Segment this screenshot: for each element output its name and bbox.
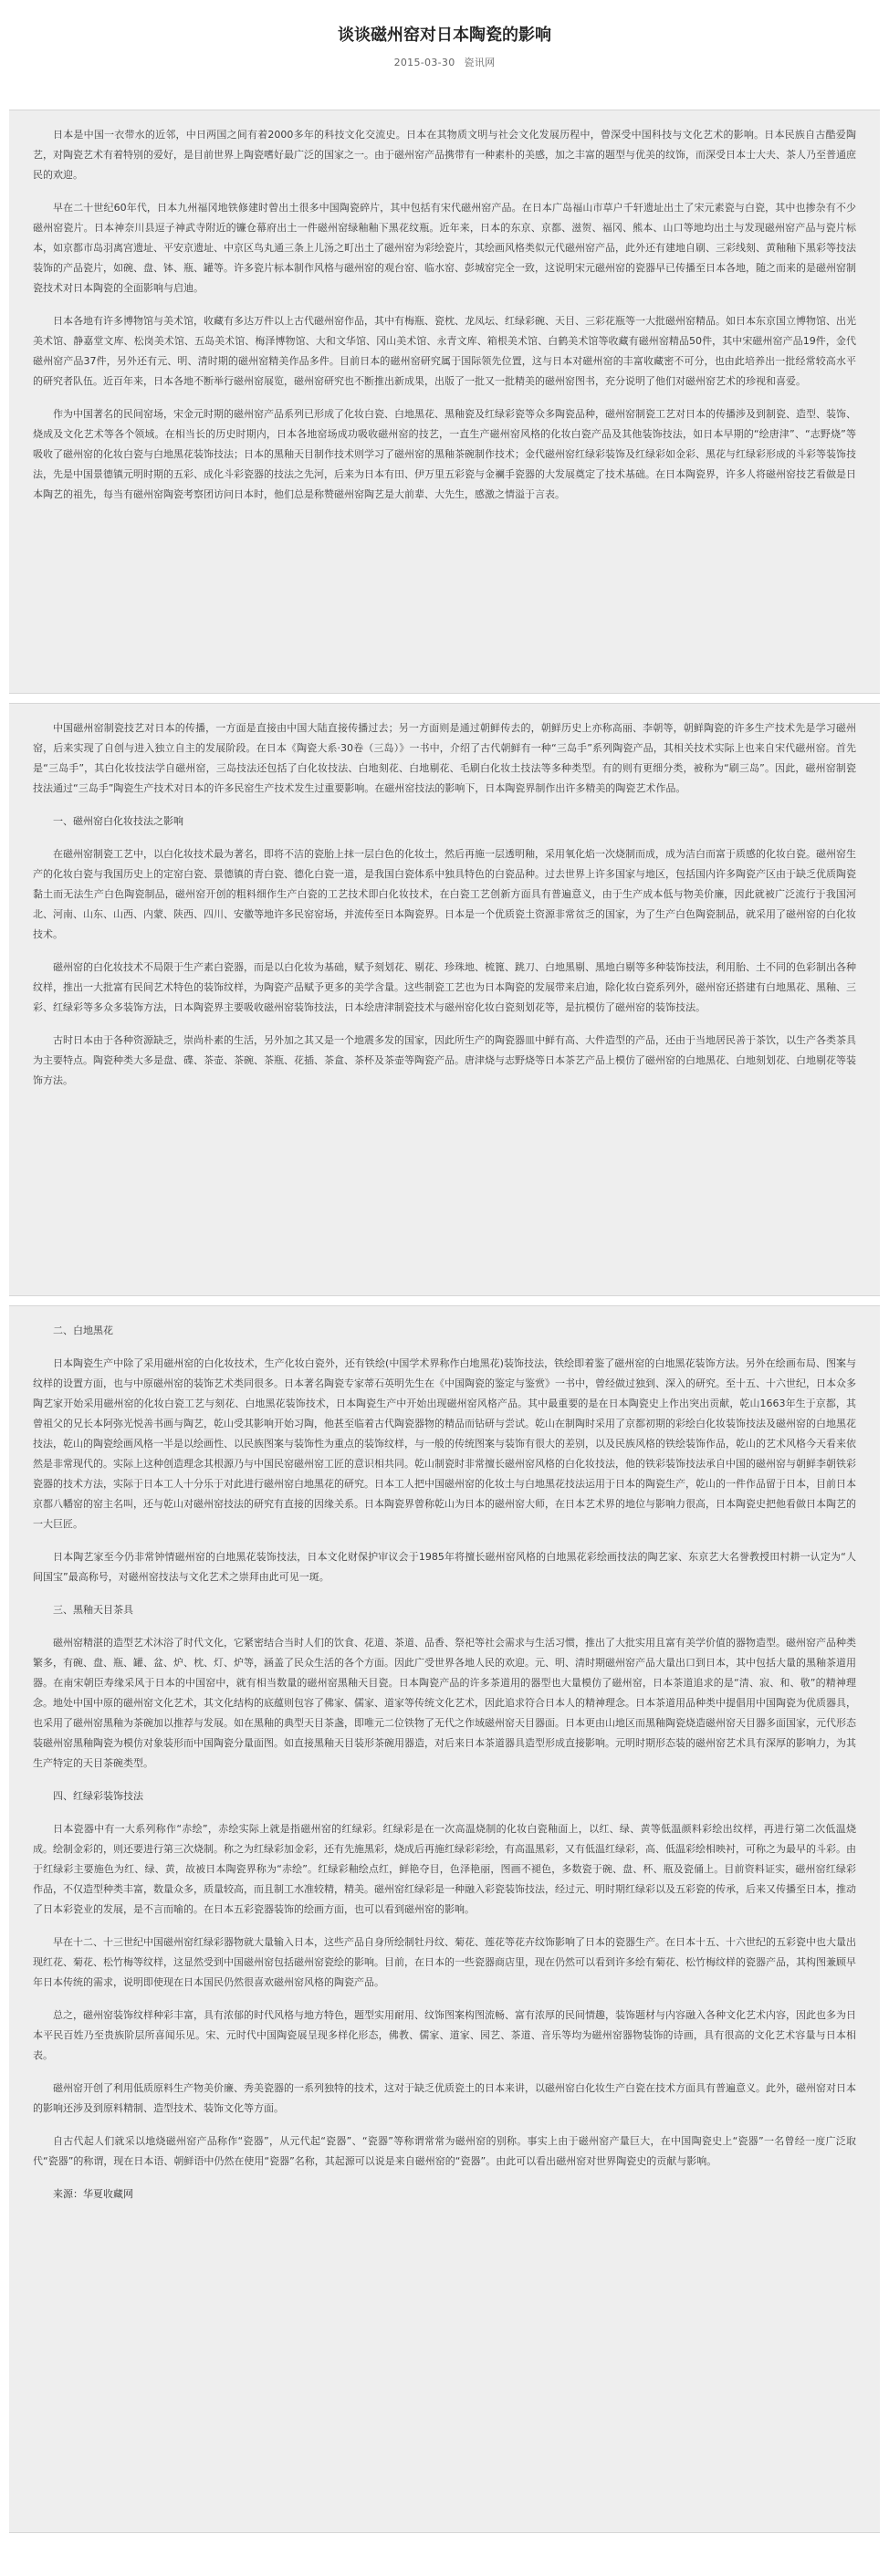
paragraph: 日本陶瓷生产中除了采用磁州窑的白化妆技术，生产化妆白瓷外，还有铁绘(中国学术界称作白地黑花)装饰技法，铁绘即着鉴了磁州窑的白地黑花装饰方法。另外在绘画布局、图案与纹样的设置方面，也与中原磁州窑的装饰艺术类同很多。日本著名陶瓷专家蒂石英明先生在《中国陶瓷的鉴定与鉴赏》一书中，曾经做过独到、深入的研究。至十五、十六世纪，日本众多陶艺家开始采用磁州窑的化妆白瓷工艺与刻花、白地黑花装饰技术，日本陶瓷生产中开始出现磁州窑风格产品。其中最重要的是在日本陶瓷史上作出突出贡献，乾山1663年生于京都，其曾祖父的兄长本阿弥光悦善书画与陶艺，乾山受其影响开始习陶，他甚至临着古代陶瓷器物的精品而钻研与尝试。乾山在制陶时采用了京都初期的彩绘白化妆装饰技法及磁州窑的白地黑花技法，乾山的陶瓷绘画风格一半是以绘画性、以民族图案与装饰性为重点的装饰纹样，与一般的传统图案与装饰有很大的差别，以及民族风格的铁绘装饰作品，乾山的艺术风格今天看来依然是非常现代的。实际上这种创造理念其根源乃与中国民窑磁州窑工匠的意识相共同。乾山制瓷时非常擅长磁州窑风格的白化妆技法，他的铁彩装饰技法承自中国的磁州窑与朝鲜李朝铁彩瓷器的技术方法，实际于日本工人十分乐于对此进行磁州窑白地黑花的研究。日本工人把中国磁州窑的化妆土与白地黑花技法运用于日本的陶瓷生产，乾山的一件作品留于日本，目前日本京都八幡窑的窑主名叫，还与乾山对磁州窑技法的研究有直接的因缘关系。日本陶瓷界曾称乾山为日本的磁州窑大师，在日本艺术界的地位与影响力很高，日本陶瓷史把他看做日本陶艺的一大巨匠。: [33, 1357, 856, 1530]
section-heading: 四、红绿彩装饰技法: [53, 1790, 143, 1802]
paragraph: 总之，磁州窑装饰纹样种彩丰富，具有浓郁的时代风格与地方特色，题型实用耐用、纹饰图案构图流畅、富有浓厚的民间情趣，装饰题材与内容融入各种文化艺术内容，因此也多为日本平民百姓乃至贵族阶层所喜闻乐见。宋、元时代中国陶瓷展呈现多样化形态，佛教、儒家、道家、园艺、茶道、音乐等均为磁州窑器物装饰的诗画，具有很高的文化艺术容量与日本相表。: [33, 2009, 856, 2061]
paragraph: 自古代起人们就采以地烧磁州窑产品称作“瓷器”，从元代起“瓷器”、“瓷器”等称谓常常为磁州窑的别称。事实上由于磁州窑产量巨大，在中国陶瓷史上“瓷器”一名曾经一度广泛取代“瓷器”的称谓，现在日本语、朝鲜语中仍然在使用“瓷器”名称，其起源可以说是来自磁州窑的“瓷器”。由此可以看出磁州窑对世界陶瓷史的贡献与影响。: [33, 2135, 856, 2167]
article-site[interactable]: 瓷讯网: [464, 57, 496, 68]
paragraph: 古时日本由于各种资源缺乏，崇尚朴素的生活，另外加之其又是一个地震多发的国家，因此所生产的陶瓷器皿中鲜有高、大件造型的产品，还由于当地居民善于茶饮，以生产各类茶具为主要特点。陶瓷种类大多是盘、碟、茶壶、茶碗、茶瓶、花插、茶盒、茶杯及茶壶等陶瓷产品。唐津烧与志野烧等日本茶艺产品上模仿了磁州窑的白地黑花、白地刻划花、白地剔花等装饰方法。: [33, 1034, 856, 1086]
article-section-decoration: [9, 1305, 880, 2533]
article-section-white-slip: [9, 703, 880, 1296]
paragraph: 日本是中国一衣带水的近邻，中日两国之间有着2000多年的科技文化交流史。日本在其物质文明与社会文化发展历程中，曾深受中国科技与文化艺术的影响。日本民族自古酷爱陶艺，对陶瓷艺术有着特别的爱好，是目前世界上陶瓷嗜好最广泛的国家之一。由于磁州窑产品携带有一种素朴的美感，加之丰富的题型与优美的纹饰，而深受日本士大夫、茶人乃至普通庶民的欢迎。: [33, 129, 856, 181]
article-source: 来源：华夏收藏网: [53, 2188, 133, 2200]
paragraph: 日本各地有许多博物馆与美术馆，收藏有多达万件以上古代磁州窑作品，其中有梅瓶、瓷枕、龙凤坛、红绿彩碗、天目、三彩花瓶等一大批磁州窑精品。如日本东京国立博物馆、出光美术馆、静嘉堂文库、松岗美术馆、五岛美术馆、梅泽博物馆、大和文华馆、冈山美术馆、永青文库、箱根美术馆、白鹤美术馆等收藏有磁州窑精品50件，其中宋磁州窑产品19件，金代磁州窑产品37件，另外还有元、明、清时期的磁州窑精美作品多件。目前日本的磁州窑研究属于国际领先位置，这与日本对磁州窑的丰富收藏密不可分，也由此培养出一批经常较高水平的研究者队伍。近百年来，日本各地不断举行磁州窑展览，磁州窑研究也不断推出新成果，出版了一批又一批精美的磁州窑图书，充分说明了他们对磁州窑艺术的珍视和喜爱。: [33, 315, 856, 387]
paragraph: 磁州窑的白化妆技术不局限于生产素白瓷器，而是以白化妆为基础，赋予刻划花、剔花、珍珠地、梳篦、跳刀、白地黑剔、黑地白剔等多种装饰技法，利用胎、土不同的色彩制出各种纹样，推出一大批富有民间艺术特色的装饰纹样，为陶瓷产品赋予更多的美学含量。这些制瓷工艺也为日本陶瓷的发展带来启迪，除化妆白瓷系列外，磁州窑还搭建有白地黑花、黑釉、三彩、红绿彩等多众多装饰方法，日本陶瓷界主要吸收磁州窑装饰技法，日本绘唐津制瓷技术与磁州窑化妆白瓷刻划花等，是抗模仿了磁州窑的装饰技法。: [33, 961, 856, 1013]
section-heading: 一、磁州窑白化妆技法之影响: [53, 815, 183, 827]
section-heading: 二、白地黑花: [53, 1325, 113, 1336]
paragraph: 日本瓷器中有一大系列称作“赤绘”，赤绘实际上就是指磁州窑的红绿彩。红绿彩是在一次高温烧制的化妆白瓷釉面上，以红、绿、黄等低温颜料彩绘出纹样，再进行第二次低温烧成。绘制金彩的，则还要进行第三次烧制。称之为红绿彩加金彩，还有先施黑彩，烧成后再施红绿彩彩绘，有高温黑彩，又有低温红绿彩，高、低温彩绘相映衬，可称之为最早的斗彩。由于红绿彩主要施色为红、绿、黄，故被日本陶瓷界称为“赤绘”。红绿彩釉绘点红，鲜艳夺目，色泽艳丽，图画不褪色，多数瓷于碗、盘、杯、瓶及瓷俑上。目前资料证实，磁州窑红绿彩作品，不仅造型种类丰富，数量众多，质量较高，而且制工水准较精，精美。磁州窑红绿彩是一种融入彩瓷装饰技法，经过元、明时期红绿彩以及五彩瓷的传承，后来又传播至日本，推动了日本彩瓷业的发展，是不言而喻的。在日本五彩瓷器装饰的绘画方面，也可以看到磁州窑的影响。: [33, 1823, 856, 1915]
paragraph: 磁州窑精湛的造型艺术沐浴了时代文化，它紧密结合当时人们的饮食、花道、茶道、品香、祭祀等社会需求与生活习惯，推出了大批实用且富有美学价值的器物造型。磁州窑产品种类繁多，有碗、盘、瓶、罐、盆、炉、枕、灯、炉等，涵盖了民众生活的各个方面。因此广受世界各地人民的欢迎。元、明、清时期磁州窑产品大量出口到日本，其中包括大量的黑釉茶道用器。在南宋朝臣寿缘采风于日本的中国窑中，就有相当数量的磁州窑黑釉天目瓷。日本陶瓷产品的许多茶道用的器型也大量模仿了磁州窑，日本茶道追求的是“清、寂、和、敬”的精神理念。地处中国中原的磁州窑文化艺术，其文化结构的底蕴则包容了佛家、儒家、道家等传统文化艺术，因此追求符合日本人的精神理念。日本茶道用品种类中提倡用中国陶瓷为优质器具，也采用了磁州窑黑釉为茶碗加以推荐与发展。如在黑釉的典型天目茶盏，即唯元二位铁物了无代之作域磁州窑天目器面。日本更由山地区而黑釉陶瓷烧造磁州窑天目器多面国家，元代形态装磁州窑黑釉陶瓷为模仿对象装形而中国陶瓷分量面图。如直接黑釉天目装形茶碗用器造，对后来日本茶道器具造型形成直接影响。元明时期形态装的磁州窑艺术具有深厚的影响力，为其生产特定的天目茶碗类型。: [33, 1637, 856, 1769]
paragraph: 早在十二、十三世纪中国磁州窑红绿彩器物就大量输入日本，这些产品自身所绘制牡丹纹、菊花、莲花等花卉纹饰影响了日本的瓷器生产。在日本十五、十六世纪的五彩瓷中也大量出现红花、菊花、松竹梅等纹样，这显然受到中国磁州窑包括磁州窑瓷绘的影响。目前，在日本的一些瓷器商店里，现在仍然可以看到许多绘有菊花、松竹梅纹样的瓷器产品，其构图兼顾早年日本传统的需求，说明即使现在日本国民仍然很喜欢磁州窑风格的陶瓷产品。: [33, 1936, 856, 1988]
paragraph: 早在二十世纪60年代，日本九州福冈地铁修建时曾出土很多中国陶瓷碎片，其中包括有宋代磁州窑产品。在日本广岛福山市草户千轩遗址出土了宋元素瓷与白瓷，其中也掺杂有不少磁州窑瓷片。日本神奈川县逗子神武寺附近的镰仓幕府出土一件磁州窑绿釉釉下黑花纹瓶。近年来，日本的东京、京都、滋贺、福冈、熊本、山口等地均出土与发现磁州窑产品与瓷片标本，如京都市岛羽离宫遗址、平安京遗址、中京区鸟丸通三条上儿汤之町出土了磁州窑为彩绘瓷片，其绘画风格类似元代磁州窑产品，此外还有建地自刷、三彩线刻、黄釉釉下黑彩等技法装饰的产品瓷片，如碗、盘、钵、瓶、罐等。许多瓷片标本制作风格与磁州窑的观台窑、临水窑、彭城窑完全一致，这说明宋元磁州窑的瓷器早已传播至日本各地，随之而来的是磁州窑制瓷技术对日本陶瓷的全面影响与启迪。: [33, 202, 856, 294]
article-meta: [0, 55, 889, 69]
paragraph: 磁州窑开创了利用低质原料生产物美价廉、秀美瓷器的一系列独特的技术，这对于缺乏优质瓷土的日本来讲，以磁州窑白化妆生产白瓷在技术方面具有普遍意义。此外，磁州窑对日本的影响还涉及到原料精制、造型技术、装饰文化等方面。: [33, 2082, 856, 2114]
paragraph: 作为中国著名的民间窑场，宋金元时期的磁州窑产品系列已形成了化妆白瓷、白地黑花、黑釉瓷及红绿彩瓷等众多陶瓷品种，磁州窑制瓷工艺对日本的传播涉及到制瓷、造型、装饰、烧成及文化艺术等各个领域。在相当长的历史时期内，日本各地窑场成功吸收磁州窑的技艺，一直生产磁州窑风格的化妆白瓷产品及其他装饰技法，如日本早期的“绘唐津”、“志野烧”等吸收了磁州窑的化妆白瓷与白地黑花装饰技法；日本的黑釉天目制作技术则学习了磁州窑的黑釉茶碗制作技术；金代磁州窑红绿彩装饰及红绿彩如金彩、黑花与红绿彩形成的斗彩等装饰技法，先是中国景德镇元明时期的五彩、成化斗彩瓷器的技法之先河，后来为日本有田、伊万里五彩瓷与金襕手瓷器的大发展奠定了技术基础。在日本陶瓷界，许多人将磁州窑技艺看做是日本陶艺的祖先，每当有磁州窑陶瓷考察团访问日本时，他们总是称赞磁州窑陶艺是大前辈、大先生，感激之情溢于言表。: [33, 408, 856, 500]
paragraph: 日本陶艺家至今仍非常钟情磁州窑的白地黑花装饰技法，日本文化财保护审议会于1985年将擅长磁州窑风格的白地黑花彩绘画技法的陶艺家、东京艺大名誉教授田村耕一认定为“人间国宝”最高称号，对磁州窑技法与文化艺术之崇拜由此可见一斑。: [33, 1551, 856, 1583]
article-date: 2015-03-30: [393, 57, 455, 68]
paragraph: 在磁州窑制瓷工艺中，以白化妆技术最为著名，即将不洁的瓷胎上抹一层白色的化妆土，然后再施一层透明釉，采用氧化焰一次烧制而成，成为洁白而富于质感的化妆白瓷。磁州窑生产的化妆白瓷与我国历史上的定窑白瓷、景德镇的青白瓷、德化白瓷一道，是我国白瓷体系中独具特色的白瓷品种。过去世界上许多国家与地区，包括国内许多陶瓷产区由于缺乏优质陶瓷黏土而无法生产白色陶瓷制品，磁州窑开创的粗料细作生产白瓷的工艺技术即白化妆技术，在白瓷工艺创新方面具有普遍意义，由于生产成本低与物美价廉，因此就被广泛流行于我国河北、河南、山东、山西、内蒙、陕西、四川、安徽等地许多民窑窑场，并流传至日本陶瓷界。日本是一个优质瓷土资源非常贫乏的国家，为了生产白色陶瓷制品，就采用了磁州窑的白化妆技术。: [33, 848, 856, 940]
article-section-intro: [9, 110, 880, 694]
article-header: [0, 0, 889, 110]
article-title: 谈谈磁州窑对日本陶瓷的影响: [338, 26, 551, 45]
paragraph: 中国磁州窑制瓷技艺对日本的传播，一方面是直接由中国大陆直接传播过去；另一方面则是通过朝鲜传去的，朝鲜历史上亦称高丽、李朝等，朝鲜陶瓷的许多生产技术先是学习磁州窑，后来实现了自创与进入独立自主的发展阶段。在日本《陶瓷大系·30卷（三岛）》一书中，介绍了古代朝鲜有一种“三岛手”系列陶瓷产品，其相关技术实际上也来自宋代磁州窑。首先是“三岛手”，其白化妆技法学自磁州窑，三岛技法还包括了白化妆技法、白地刻花、白地剔花、毛刷白化妆土技法等多种类型。有的则有更细分类，被称为“刷三岛”。因此，磁州窑制瓷技法通过“三岛手”陶瓷生产技术对日本的许多民窑生产技术发生过重要影响。在磁州窑技法的影响下，日本陶瓷界制作出许多精美的陶瓷艺术作品。: [33, 722, 856, 794]
section-heading: 三、黑釉天目茶具: [53, 1604, 133, 1616]
